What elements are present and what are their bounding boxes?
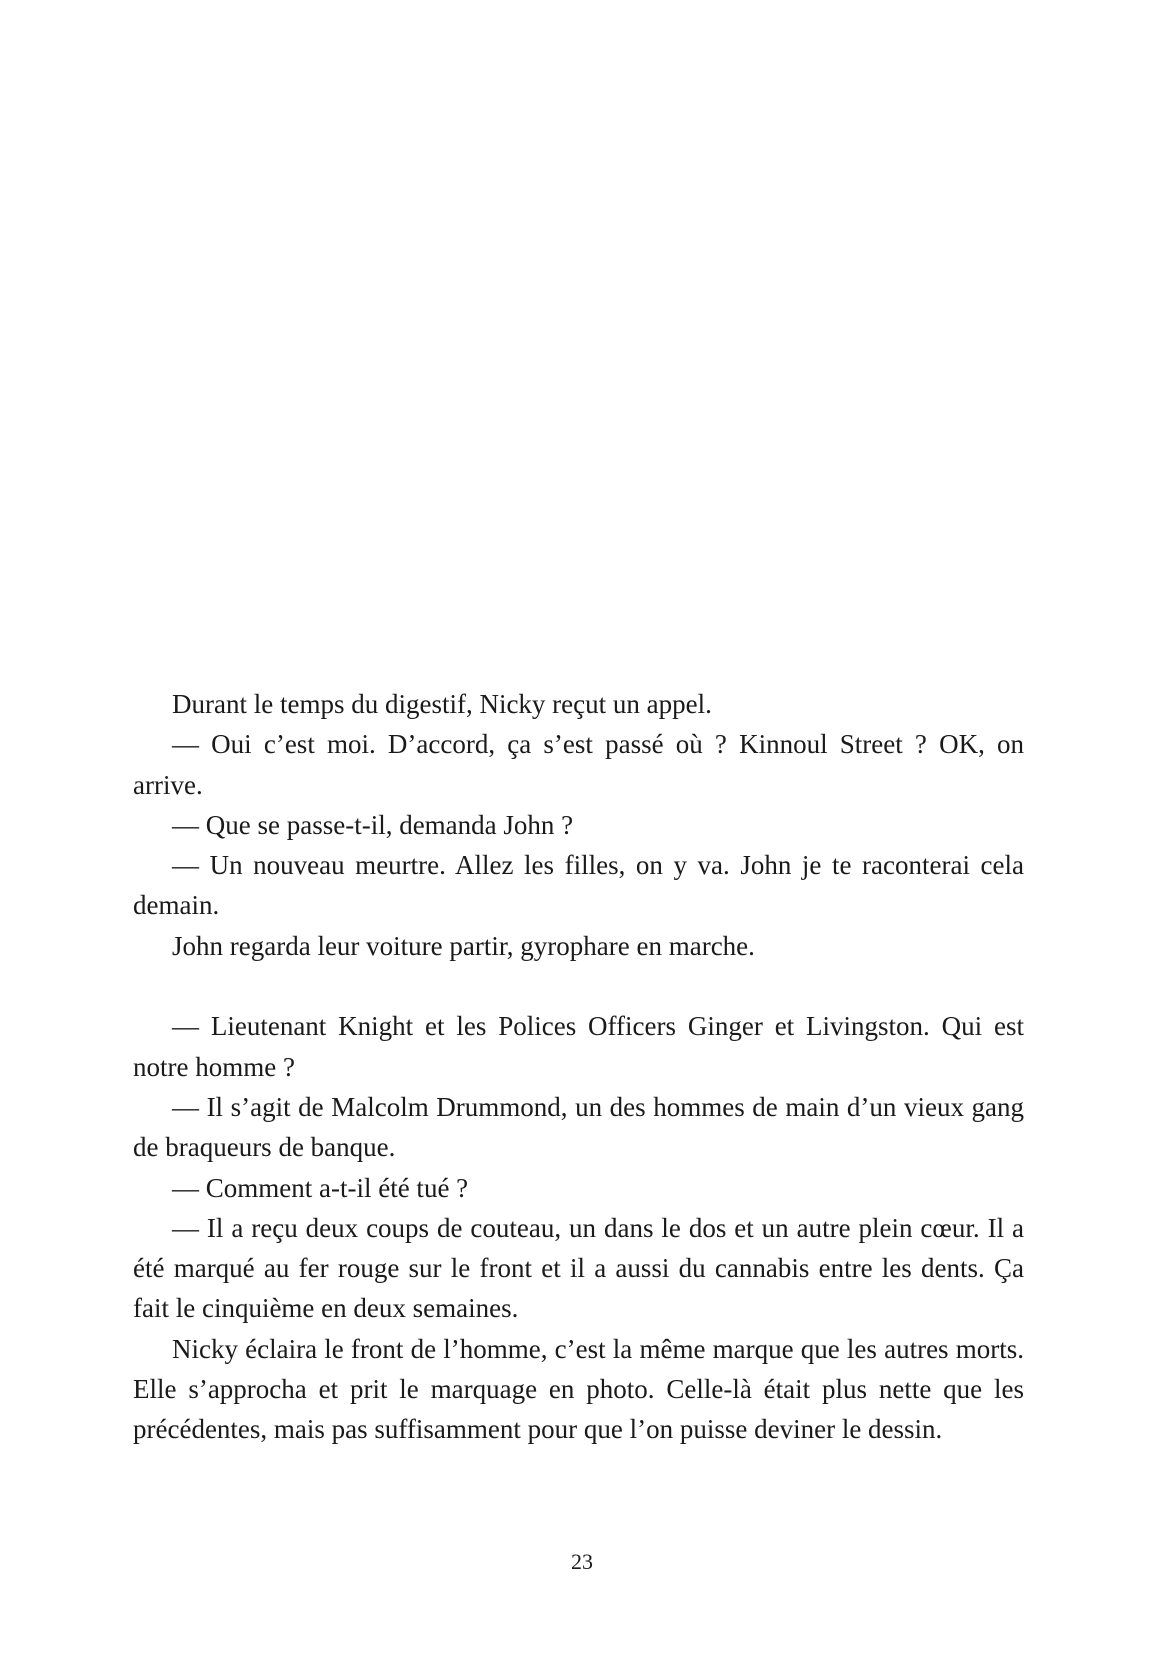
page-number: 23 bbox=[571, 1549, 593, 1574]
dialogue-line: — Comment a-t-il été tué ? bbox=[172, 1172, 469, 1203]
dialogue-line: — Oui c’est moi. D’accord, ça s’est passé où ? Kinnoul Street ? OK, on arrive. bbox=[133, 729, 1024, 800]
paragraph: Nicky éclaira le front de l’homme, c’est la même marque que les autres morts. Elle s’approcha et prit le marquage en photo. Celle-là était plus nette que les précédentes, mais pas suffisamment pour que l’on puisse deviner le dessin. bbox=[133, 1333, 1024, 1445]
body-text bbox=[133, 684, 1024, 1450]
dialogue-line: — Un nouveau meurtre. Allez les filles, on y va. John je te raconterai cela demain. bbox=[133, 850, 1024, 921]
paragraph: Durant le temps du digestif, Nicky reçut un appel. bbox=[172, 689, 712, 719]
dialogue-line: — Il a reçu deux coups de couteau, un dans le dos et un autre plein cœur. Il a été marqué au fer rouge sur le front et il a aussi du cannabis entre les dents. Ça fait le cinquième en deux semaines. bbox=[133, 1212, 1024, 1324]
dialogue-line: — Il s’agit de Malcolm Drummond, un des hommes de main d’un vieux gang de braqueurs de banque. bbox=[133, 1091, 1024, 1163]
section-break bbox=[133, 966, 1024, 1006]
paragraph: John regarda leur voiture partir, gyrophare en marche. bbox=[172, 930, 755, 961]
dialogue-line: — Lieutenant Knight et les Polices Officers Ginger et Livingston. Qui est notre homme ? bbox=[133, 1011, 1024, 1082]
dialogue-line: — Que se passe-t-il, demanda John ? bbox=[172, 809, 574, 840]
